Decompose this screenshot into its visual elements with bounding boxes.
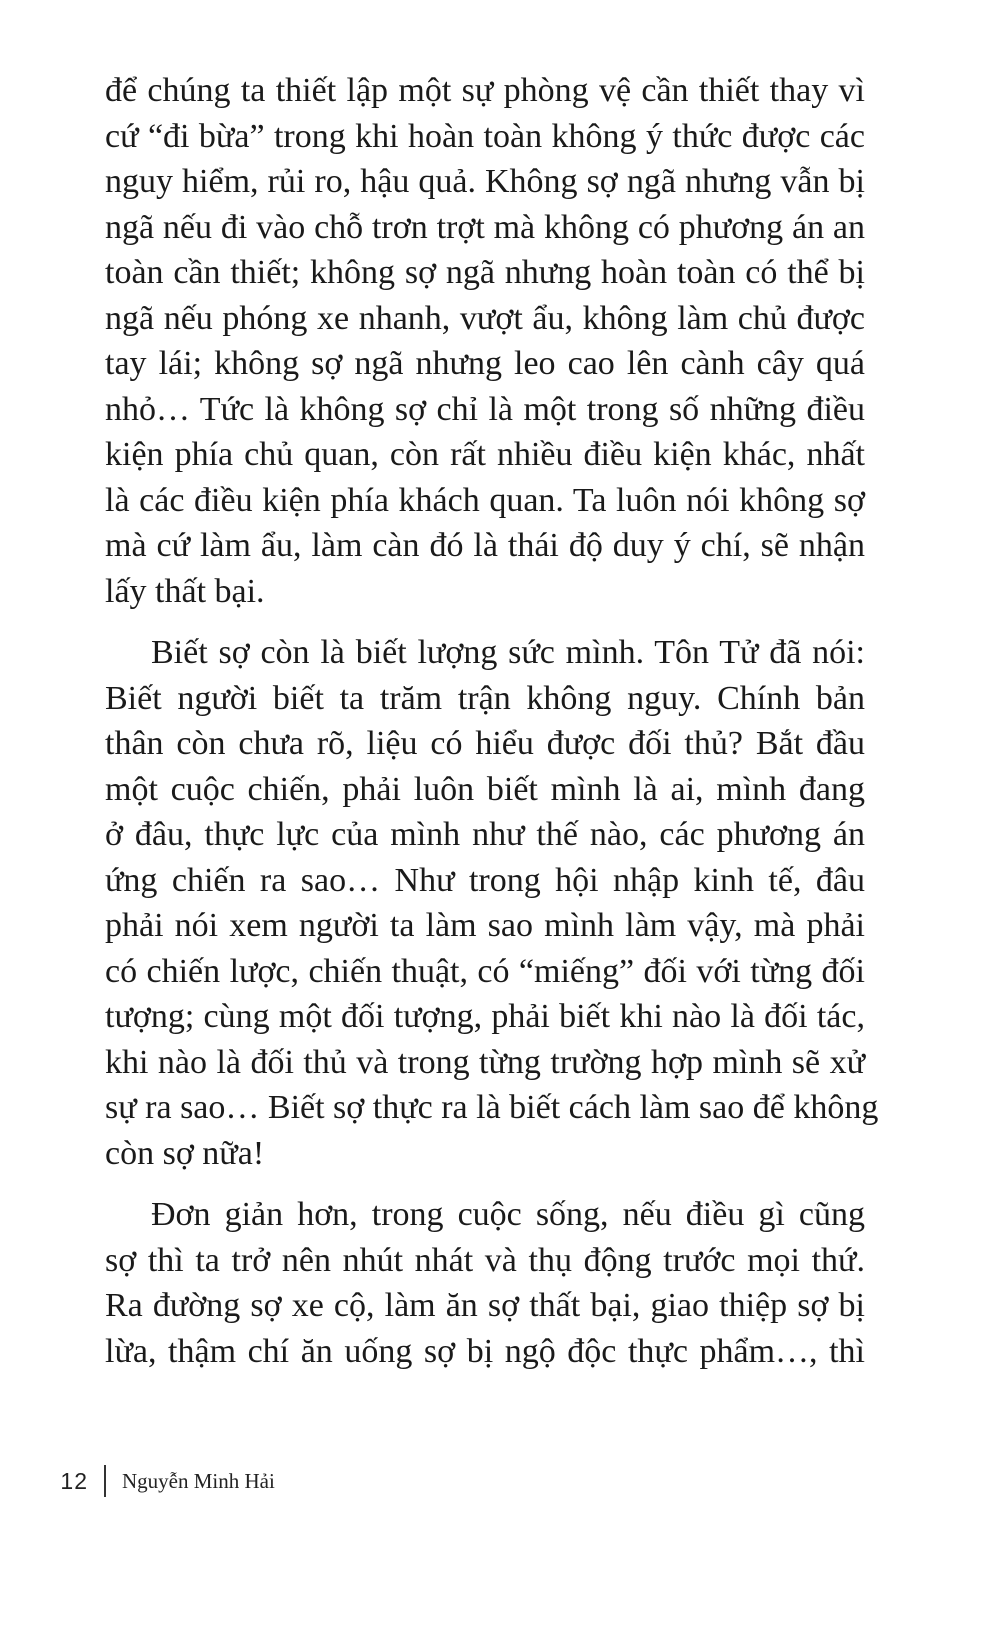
- text-line: ở đâu, thực lực của mình như thế nào, các phương án: [105, 816, 865, 853]
- footer-divider: [104, 1465, 106, 1497]
- paragraph-3: [105, 1192, 865, 1374]
- text-line: một cuộc chiến, phải luôn biết mình là ai, mình đang: [105, 770, 865, 808]
- text-line: là các điều kiện phía khách quan. Ta luôn nói không sợ: [105, 481, 865, 519]
- text-line: tượng; cùng một đối tượng, phải biết khi nào là đối tác,: [105, 998, 865, 1035]
- author-name: Nguyễn Minh Hải: [122, 1468, 275, 1493]
- paragraph-2: [105, 630, 879, 1176]
- text-line: có chiến lược, chiến thuật, có “miếng” đối với từng đối: [105, 952, 865, 990]
- text-line: Đơn giản hơn, trong cuộc sống, nếu điều gì cũng: [151, 1196, 865, 1233]
- page-footer: [40, 1463, 275, 1499]
- text-line: Biết người biết ta trăm trận không nguy. Chính bản: [105, 679, 865, 717]
- text-line: tay lái; không sợ ngã nhưng leo cao lên cành cây quá: [105, 345, 865, 382]
- text-line: Biết sợ còn là biết lượng sức mình. Tôn Tử đã nói:: [151, 634, 865, 671]
- text-line: để chúng ta thiết lập một sự phòng vệ cần thiết thay vì: [105, 72, 865, 109]
- text-line: nguy hiểm, rủi ro, hậu quả. Không sợ ngã nhưng vẫn bị: [105, 163, 865, 200]
- text-line: nhỏ… Tức là không sợ chỉ là một trong số những điều: [105, 390, 865, 428]
- text-line: sợ thì ta trở nên nhút nhát và thụ động trước mọi thứ.: [105, 1241, 865, 1279]
- text-line: lấy thất bại.: [105, 572, 265, 610]
- text-line: cứ “đi bừa” trong khi hoàn toàn không ý thức được các: [105, 117, 865, 155]
- text-line: Ra đường sợ xe cộ, làm ăn sợ thất bại, giao thiệp sợ bị: [105, 1287, 865, 1324]
- page-number: 12: [60, 1467, 88, 1494]
- text-line: lừa, thậm chí ăn uống sợ bị ngộ độc thực phẩm…, thì: [105, 1332, 865, 1370]
- paragraph-1: [105, 68, 865, 614]
- text-line: còn sợ nữa!: [105, 1134, 265, 1172]
- text-line: phải nói xem người ta làm sao mình làm vậy, mà phải: [105, 907, 865, 944]
- text-line: ứng chiến ra sao… Như trong hội nhập kinh tế, đâu: [105, 861, 865, 899]
- body-text: [105, 68, 879, 1374]
- text-line: sự ra sao… Biết sợ thực ra là biết cách làm sao để không: [105, 1089, 879, 1126]
- text-line: ngã nếu phóng xe nhanh, vượt ẩu, không làm chủ được: [105, 299, 865, 337]
- text-line: thân còn chưa rõ, liệu có hiểu được đối thủ? Bắt đầu: [105, 725, 865, 762]
- text-line: mà cứ làm ẩu, làm càn đó là thái độ duy ý chí, sẽ nhận: [105, 527, 865, 564]
- text-line: ngã nếu đi vào chỗ trơn trợt mà không có phương án an: [105, 208, 865, 246]
- text-line: khi nào là đối thủ và trong từng trường hợp mình sẽ xử: [105, 1043, 865, 1081]
- text-line: toàn cần thiết; không sợ ngã nhưng hoàn toàn có thể bị: [105, 254, 865, 291]
- text-line: kiện phía chủ quan, còn rất nhiều điều kiện khác, nhất: [105, 436, 865, 473]
